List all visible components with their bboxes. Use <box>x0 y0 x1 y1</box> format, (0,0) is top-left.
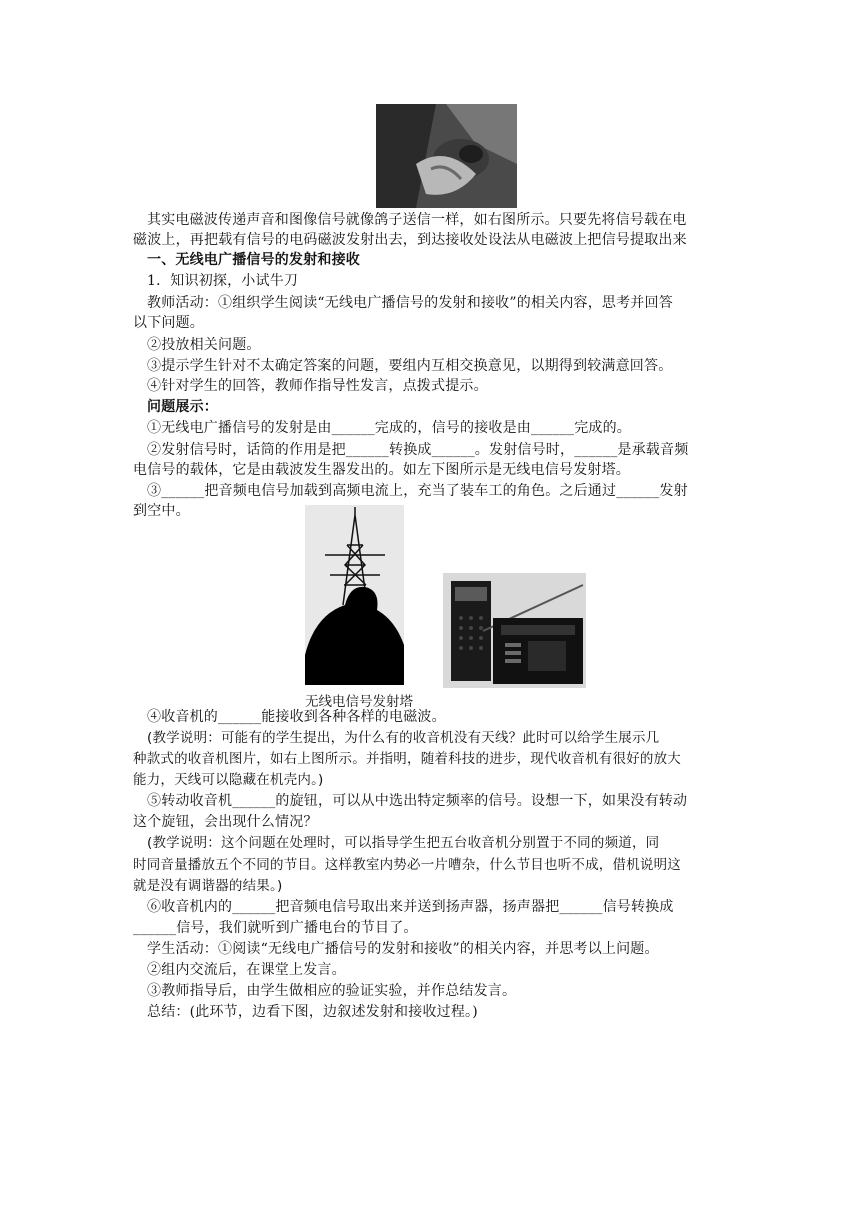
teaching-note: 时同音量播放五个不同的节目。这样教室内势必一片嘈杂，什么节目也听不成，借机说明这 <box>133 857 681 873</box>
transmission-tower-photo <box>305 505 404 685</box>
teaching-note: 就是没有调谐器的结果。) <box>133 878 283 894</box>
text-line: 磁波上，再把载有信号的电码磁波发射出去，到达接收处设法从电磁波上把信号提取出来 <box>133 232 687 248</box>
text-line: ④针对学生的回答，教师作指导性发言，点拨式提示。 <box>147 378 488 394</box>
tower-caption: 无线电信号发射塔 <box>305 694 413 710</box>
question-line: 这个旋钮，会出现什么情况？ <box>133 814 318 830</box>
summary-line: 总结：(此环节，边看下图，边叙述发射和接收过程。) <box>147 1004 478 1020</box>
teaching-note: (教学说明：可能有的学生提出，为什么有的收音机没有天线？此时可以给学生展示几 <box>147 730 660 746</box>
teaching-note: 种款式的收音机图片，如右上图所示。并指明，随着科技的进步，现代收音机有很好的放大 <box>133 751 681 767</box>
teaching-note: 能力，天线可以隐藏在机壳内。) <box>133 772 324 788</box>
teaching-note: (教学说明：这个问题在处理时，可以指导学生把五台收音机分别置于不同的频道，同 <box>147 835 660 851</box>
question-line: ⑤转动收音机______的旋钮，可以从中选出特定频率的信号。设想一下，如果没有转动 <box>147 793 688 809</box>
questions-heading: 问题展示： <box>147 399 218 415</box>
student-activity: ②组内交流后，在课堂上发言。 <box>147 962 346 978</box>
question-line: ③______把音频电信号加载到高频电流上，充当了装车工的角色。之后通过______发射 <box>147 483 688 499</box>
text-line: 其实电磁波传递声音和图像信号就像鸽子送信一样，如右图所示。只要先将信号载在电 <box>147 212 687 228</box>
text-line: 教师活动：①组织学生阅读“无线电广播信号的发射和接收”的相关内容，思考并回答 <box>147 295 673 311</box>
question-line: ④收音机的______能接收到各种各样的电磁波。 <box>147 709 446 725</box>
text-line: ②投放相关问题。 <box>147 337 261 353</box>
student-activity: 学生活动：①阅读“无线电广播信号的发射和接收”的相关内容，并思考以上问题。 <box>147 941 659 957</box>
subsection-heading: 1．知识初探，小试牛刀 <box>147 273 299 289</box>
pigeon-photo <box>376 104 517 208</box>
section-heading: 一、无线电广播信号的发射和接收 <box>147 252 360 268</box>
question-line: ①无线电广播信号的发射是由______完成的，信号的接收是由______完成的。 <box>147 420 631 436</box>
text-line: 以下问题。 <box>133 315 204 331</box>
radio-photo <box>443 573 586 688</box>
question-line: ______信号，我们就听到广播电台的节目了。 <box>133 920 418 936</box>
question-line: 电信号的载体，它是由载波发生器发出的。如左下图所示是无线电信号发射塔。 <box>133 462 630 478</box>
question-line: ②发射信号时，话筒的作用是把______转换成______。发射信号时，______是承载音频 <box>147 442 689 458</box>
student-activity: ③教师指导后，由学生做相应的验证实验，并作总结发言。 <box>147 983 517 999</box>
text-line: ③提示学生针对不太确定答案的问题，要组内互相交换意见，以期得到较满意回答。 <box>147 358 673 374</box>
question-line: ⑥收音机内的______把音频电信号取出来并送到扬声器，扬声器把______信号转换成 <box>147 899 674 915</box>
question-line: 到空中。 <box>133 503 190 519</box>
